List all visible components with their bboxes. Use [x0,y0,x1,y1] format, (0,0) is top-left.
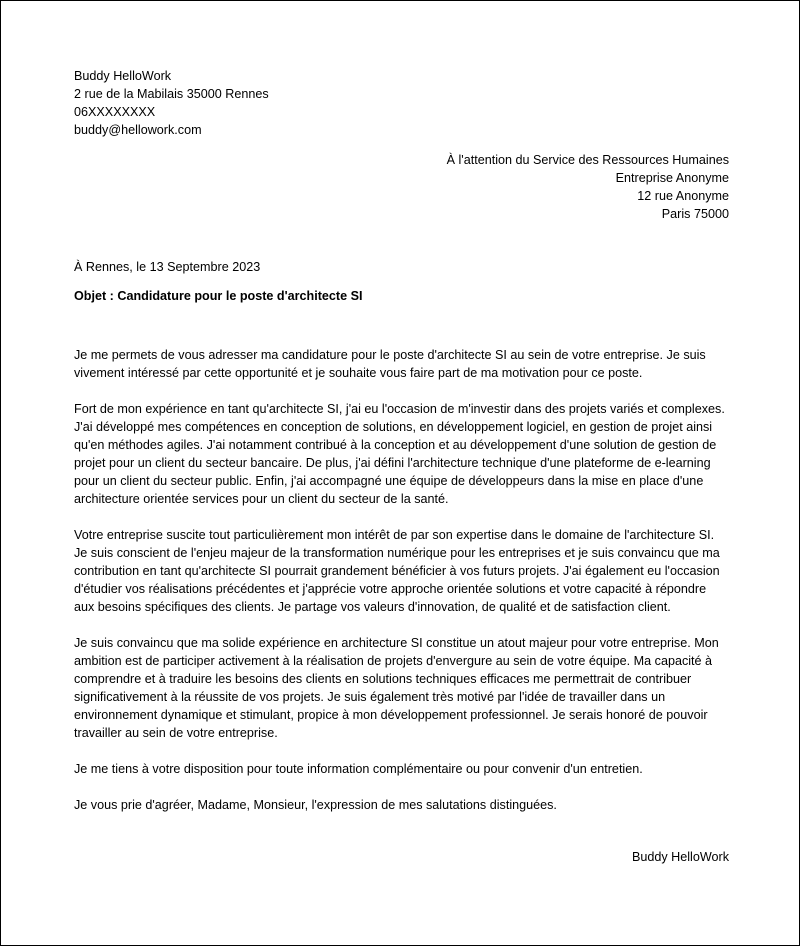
recipient-block [74,151,729,223]
body-paragraph-company-interest: Votre entreprise suscite tout particulièrement mon intérêt de par son expertise dans le domaine de l'architecture SI. Je suis conscient de l'enjeu majeur de la transformation numérique pour les entreprises et je suis convaincu que ma contribution en tant qu'architecte SI pourrait grandement bénéficier à vos futurs projets. J'ai également eu l'occasion d'étudier vos réalisations précédentes et j'apprécie votre approche orientée solutions et votre capacité à répondre aux besoins spécifiques des clients. Je partage vos valeurs d'innovation, de qualité et de satisfaction client. [74,528,720,614]
sender-block [74,67,729,139]
body-paragraph-availability: Je me tiens à votre disposition pour toute information complémentaire ou pour convenir d'un entretien. [74,762,643,776]
recipient-company: Entreprise Anonyme [615,171,729,185]
body-paragraph-motivation: Je suis convaincu que ma solide expérience en architecture SI constitue un atout majeur pour votre entreprise. Mon ambition est de participer activement à la réalisation de projets d'envergure au sein de votre équipe. Ma capacité à comprendre et à traduire les besoins des clients en solutions techniques efficaces me permettrait de contribuer significativement à la réussite de vos projets. Je suis également très motivé par l'idée de travailler dans un environnement dynamique et stimulant, propice à mon développement professionnel. Je serais honoré de pouvoir travailler au sein de votre entreprise. [74,636,719,740]
body-paragraph-experience: Fort de mon expérience en tant qu'architecte SI, j'ai eu l'occasion de m'investir dans des projets variés et complexes. J'ai développé mes compétences en conception de solutions, en développement logiciel, en gestion de projet ainsi qu'en méthodes agiles. J'ai notamment contribué à la conception et au développement d'une solution de gestion de projet pour un client du secteur bancaire. De plus, j'ai défini l'architecture technique d'une plateforme de e-learning pour un client du secteur public. Enfin, j'ai accompagné une équipe de développeurs dans la mise en place d'une architecture orientée services pour un client du secteur de la santé. [74,402,725,506]
subject-line: Objet : Candidature pour le poste d'architecte SI [74,289,363,303]
body-paragraph-intro: Je me permets de vous adresser ma candidature pour le poste d'architecte SI au sein de votre entreprise. Je suis vivement intéressé par cette opportunité et je souhaite vous faire part de ma motivation pour ce poste. [74,348,706,380]
recipient-attention: À l'attention du Service des Ressources Humaines [446,153,729,167]
sender-email: buddy@hellowork.com [74,123,202,137]
letter-content [74,67,729,866]
letter-body [74,346,729,814]
sender-phone: 06XXXXXXXX [74,105,156,119]
date-line: À Rennes, le 13 Septembre 2023 [74,260,261,274]
recipient-city: Paris 75000 [661,207,729,221]
body-paragraph-closing: Je vous prie d'agréer, Madame, Monsieur, l'expression de mes salutations distinguées. [74,798,557,812]
signature: Buddy HelloWork [631,850,729,864]
sender-name: Buddy HelloWork [74,69,172,83]
recipient-street: 12 rue Anonyme [637,189,729,203]
sender-address: 2 rue de la Mabilais 35000 Rennes [74,87,269,101]
